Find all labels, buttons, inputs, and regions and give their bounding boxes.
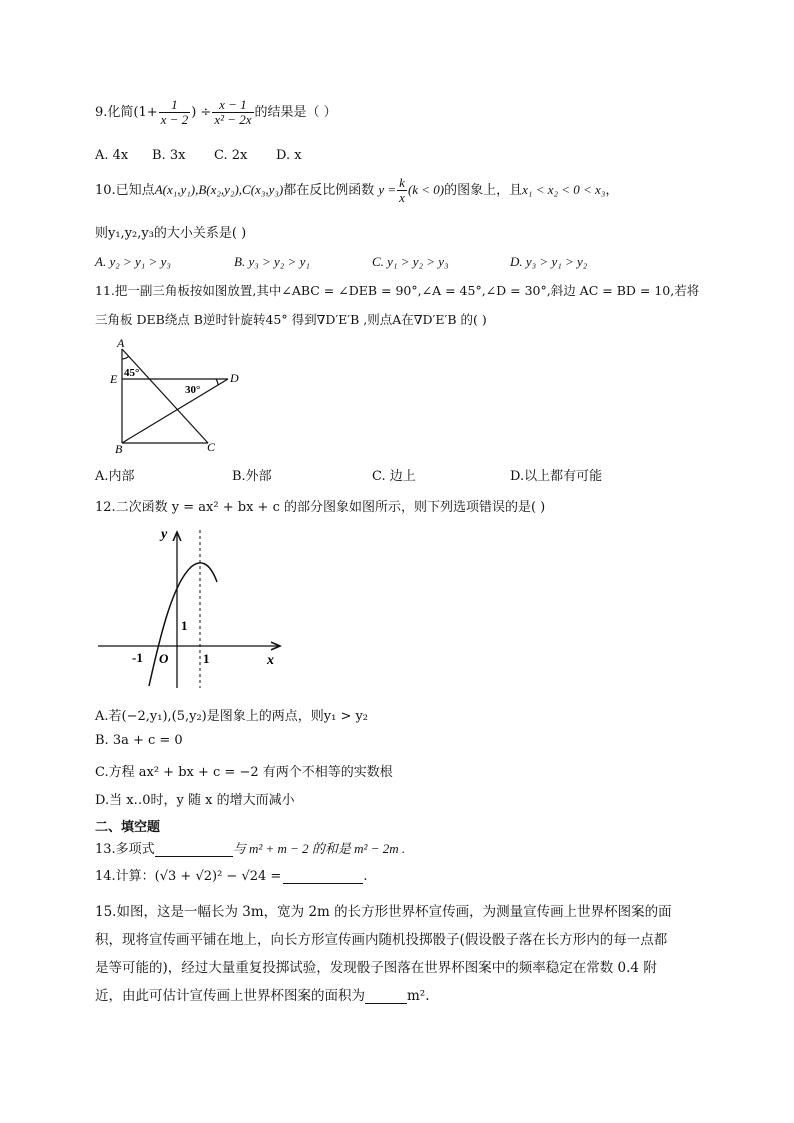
q15-line-4: 近，由此可估计宣传画上世界杯图案的面积为 m². bbox=[95, 988, 430, 1004]
q11-label-a: A bbox=[117, 336, 125, 350]
q10-option-d: D. y₃ > y₁ > y₂ bbox=[510, 254, 588, 269]
question-13: 13.多项式 与 m² + m − 2 的和是 m² − 2m . bbox=[95, 841, 406, 857]
q14-answer-blank[interactable] bbox=[283, 869, 363, 884]
q11-segment-bd bbox=[122, 379, 228, 443]
q10-option-b: B. y₃ > y₂ > y₁ bbox=[234, 254, 310, 269]
q10-points: A(x₁,y₁),B(x₂,y₂),C(x₃,y₃) bbox=[154, 182, 284, 197]
q11-label-30: 30° bbox=[185, 384, 201, 396]
q12-parabola-figure bbox=[95, 522, 295, 692]
q11-line-1: 11.把一副三角板按如图放置,其中∠ABC = ∠DEB = 90°,∠A = 45°,∠D = 30°,斜边 AC = BD = 10,若将 bbox=[95, 283, 700, 298]
q12-label-minus-1: -1 bbox=[132, 650, 143, 665]
q11-label-b: B bbox=[115, 442, 123, 455]
q11-angle-arc-d bbox=[216, 379, 218, 385]
q9-fraction-1: $\frac{1}{x - 2}$ bbox=[160, 97, 189, 127]
q11-label-e: E bbox=[110, 372, 118, 386]
q11-option-c: C. 边上 bbox=[372, 469, 416, 484]
q10-option-c: C. y₁ > y₂ > y₃ bbox=[372, 254, 449, 269]
q10-option-a: A. y₂ > y₁ > y₃ bbox=[95, 254, 171, 269]
q15-line-3: 是等可能的)，经过大量重复投掷试验，发现骰子图落在世界杯图案中的频率稳定在常数 0.4 附 bbox=[95, 960, 657, 976]
q12-label-y: y bbox=[161, 527, 168, 542]
q11-line-2: 三角板 DEB绕点 B逆时针旋转45° 得到∇D′E′B ,则点A在∇D′E′B 的( ) bbox=[95, 312, 487, 327]
q10-line-2: 则y₁,y₂,y₃的大小关系是( ) bbox=[95, 226, 247, 241]
q12-label-origin: O bbox=[159, 651, 169, 666]
q12-label-1-x: 1 bbox=[203, 651, 210, 666]
q15-line-1: 15.如图，这是一幅长为 3m，宽为 2m 的长方形世界杯宣传画，为测量宣传画上世界杯图案的面 bbox=[95, 904, 672, 920]
q11-option-a: A.内部 bbox=[95, 469, 135, 484]
section-2-title: 二、填空题 bbox=[95, 820, 161, 835]
q11-label-c: C bbox=[207, 440, 216, 454]
q11-option-d: D.以上都有可能 bbox=[510, 469, 603, 484]
q11-segment-ac bbox=[122, 349, 208, 443]
q9-open: (1+ bbox=[133, 105, 158, 120]
q9-option-c: C. 2x bbox=[214, 148, 248, 163]
q9-option-b: B. 3x bbox=[152, 148, 186, 163]
q13-answer-blank[interactable] bbox=[155, 842, 233, 857]
question-10: 10.已知点A(x₁,y₁),B(x₂,y₂),C(x₃,y₃)都在反比例函数 y = $\frac{k}{x}$ (k < 0)的图象上，且x₁ < x₂ < 0 < x₃， bbox=[95, 175, 619, 205]
q11-label-45: 45° bbox=[124, 367, 140, 379]
q11-option-b: B.外部 bbox=[232, 469, 272, 484]
q11-angle-arc-a bbox=[122, 356, 129, 359]
q10-fraction: $\frac{k}{x}$ bbox=[399, 175, 405, 205]
q11-label-d: D bbox=[230, 371, 239, 385]
q12-option-d: D.当 x‥0时，y 随 x 的增大而减小 bbox=[95, 793, 295, 808]
q9-fraction-2: $\frac{x - 1}{\text{x² − 2x}}$ bbox=[214, 97, 252, 127]
q9-option-d: D. x bbox=[276, 148, 302, 163]
q15-line-2: 积，现将宣传画平铺在地上，向长方形宣传画内随机投掷骰子(假设骰子落在长方形内的每一点都 bbox=[95, 932, 668, 948]
q12-option-a: A.若(−2,y₁),(5,y₂)是图象上的两点，则y₁ > y₂ bbox=[95, 709, 369, 724]
q9-option-a: A. 4x bbox=[95, 148, 129, 163]
q12-label-1-y: 1 bbox=[181, 618, 188, 633]
q9-div: ) ÷ bbox=[191, 105, 212, 120]
question-14: 14.计算：(√3 + √2)² − √24 = . bbox=[95, 869, 368, 884]
q12-option-c: C.方程 ax² + bx + c = −2 有两个不相等的实数根 bbox=[95, 765, 393, 780]
q9-suffix: 的结果是（ ） bbox=[254, 105, 337, 120]
q12-stem: 12.二次函数 y = ax² + bx + c 的部分图象如图所示，则下列选项错误的是( ) bbox=[95, 500, 546, 515]
q15-answer-blank[interactable] bbox=[365, 989, 407, 1004]
q12-option-b: B. 3a + c = 0 bbox=[95, 733, 183, 748]
q9-prefix: 9.化简 bbox=[95, 105, 134, 120]
q11-triangle-figure bbox=[95, 335, 255, 455]
q12-label-x: x bbox=[267, 653, 274, 668]
question-9 bbox=[95, 98, 337, 127]
